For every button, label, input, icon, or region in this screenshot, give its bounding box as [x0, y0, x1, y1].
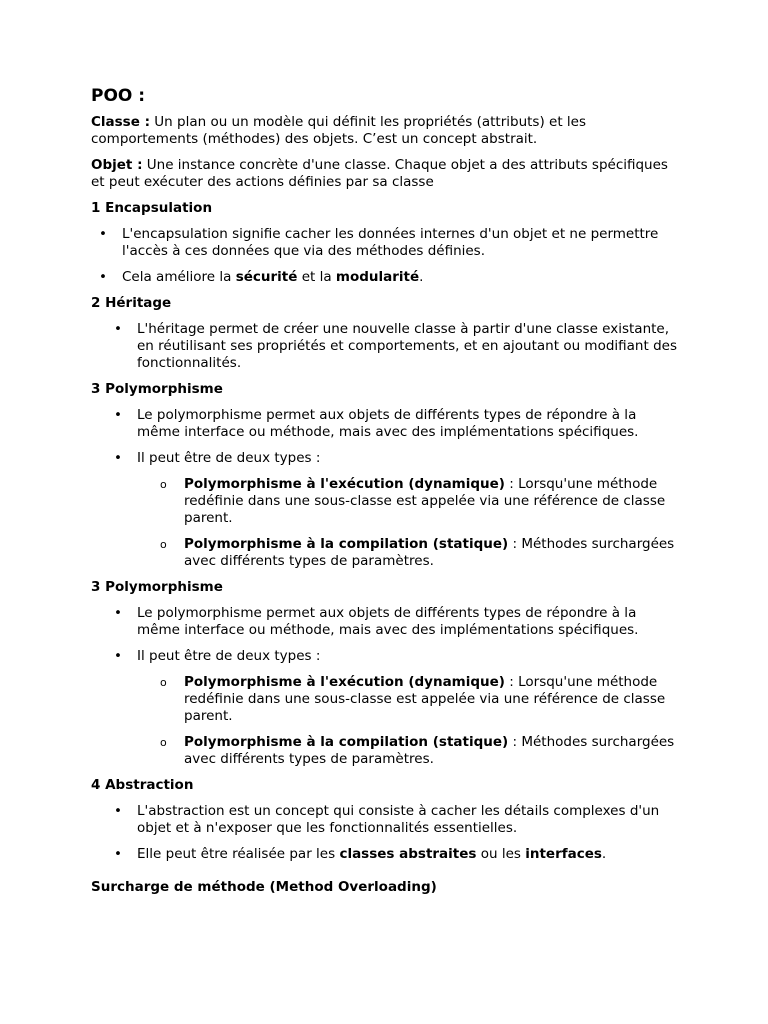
text-run: et la: [297, 269, 336, 285]
bold-term: sécurité: [235, 269, 298, 285]
list-item: • Il peut être de deux types :: [91, 450, 681, 467]
list-item: [91, 846, 681, 863]
section-heading-surcharge: Surcharge de méthode (Method Overloading): [91, 879, 437, 895]
text-run: Cela améliore la: [122, 269, 236, 285]
encapsulation-list: [91, 226, 681, 286]
definition-objet: [91, 157, 681, 191]
list-item: • Il peut être de deux types :: [91, 648, 681, 665]
document-title: POO :: [91, 86, 146, 106]
definition-text: Un plan ou un modèle qui définit les propriétés (attributs) et les comportements (méthodes) des objets. C’est un concept abstrait.: [91, 114, 587, 147]
text-run: : Méthodes surchargées avec différents types de paramètres.: [184, 734, 675, 767]
document-body: [91, 86, 681, 896]
polymorphisme-sublist: [91, 476, 681, 570]
bold-term: classes abstraites: [339, 846, 477, 862]
section-heading-heritage: 2 Héritage: [91, 295, 172, 311]
sub-list-item: [91, 536, 681, 570]
text-run: .: [601, 846, 607, 862]
list-item: • Le polymorphisme permet aux objets de différents types de répondre à la même interface ou méthode, mais avec des implémentations spécifiques.: [91, 605, 681, 639]
section-heading-abstraction: 4 Abstraction: [91, 777, 194, 793]
abstraction-list: [91, 803, 681, 863]
sub-list-item: [91, 734, 681, 768]
definition-classe: [91, 114, 681, 148]
bold-term: modularité: [335, 269, 420, 285]
definition-term: Classe :: [91, 114, 150, 130]
text-run: : Méthodes surchargées avec différents types de paramètres.: [184, 536, 675, 569]
section-heading-polymorphisme-repeat: 3 Polymorphisme: [91, 579, 223, 595]
list-item: • L'héritage permet de créer une nouvelle classe à partir d'une classe existante, en réutilisant ses propriétés et comportements, et en ajoutant ou modifiant des fonctionnalités.: [91, 321, 681, 372]
polymorphisme-sublist-repeat: [91, 674, 681, 768]
text-run: Elle peut être réalisée par les: [137, 846, 340, 862]
bold-term: interfaces: [525, 846, 602, 862]
text-run: ou les: [476, 846, 526, 862]
text-run: : Lorsqu'une méthode redéfinie dans une sous-classe est appelée via une référence de classe parent.: [184, 476, 666, 526]
bold-term: Polymorphisme à la compilation (statique): [184, 536, 509, 552]
text-run: : Lorsqu'une méthode redéfinie dans une sous-classe est appelée via une référence de classe parent.: [184, 674, 666, 724]
text-run: .: [419, 269, 424, 285]
list-item: • Le polymorphisme permet aux objets de différents types de répondre à la même interface ou méthode, mais avec des implémentations spécifiques.: [91, 407, 681, 441]
polymorphisme-list-repeat: [91, 605, 681, 665]
sub-list-item: [91, 674, 681, 725]
section-heading-polymorphisme: 3 Polymorphisme: [91, 381, 223, 397]
section-heading-encapsulation: 1 Encapsulation: [91, 200, 213, 216]
bold-term: Polymorphisme à la compilation (statique): [184, 734, 509, 750]
list-item: • L'encapsulation signifie cacher les données internes d'un objet et ne permettre l'accès à ces données que via des méthodes définies.: [91, 226, 681, 260]
definition-text: Une instance concrète d'une classe. Chaque objet a des attributs spécifiques et peut exécuter des actions définies par sa classe: [91, 157, 668, 190]
bold-term: Polymorphisme à l'exécution (dynamique): [184, 674, 505, 690]
sub-list-item: [91, 476, 681, 527]
list-item: [91, 269, 681, 286]
polymorphisme-list: [91, 407, 681, 467]
definition-term: Objet :: [91, 157, 143, 173]
bold-term: Polymorphisme à l'exécution (dynamique): [184, 476, 505, 492]
heritage-list: [91, 321, 681, 372]
list-item: • L'abstraction est un concept qui consiste à cacher les détails complexes d'un objet et à n'exposer que les fonctionnalités essentielles.: [91, 803, 681, 837]
